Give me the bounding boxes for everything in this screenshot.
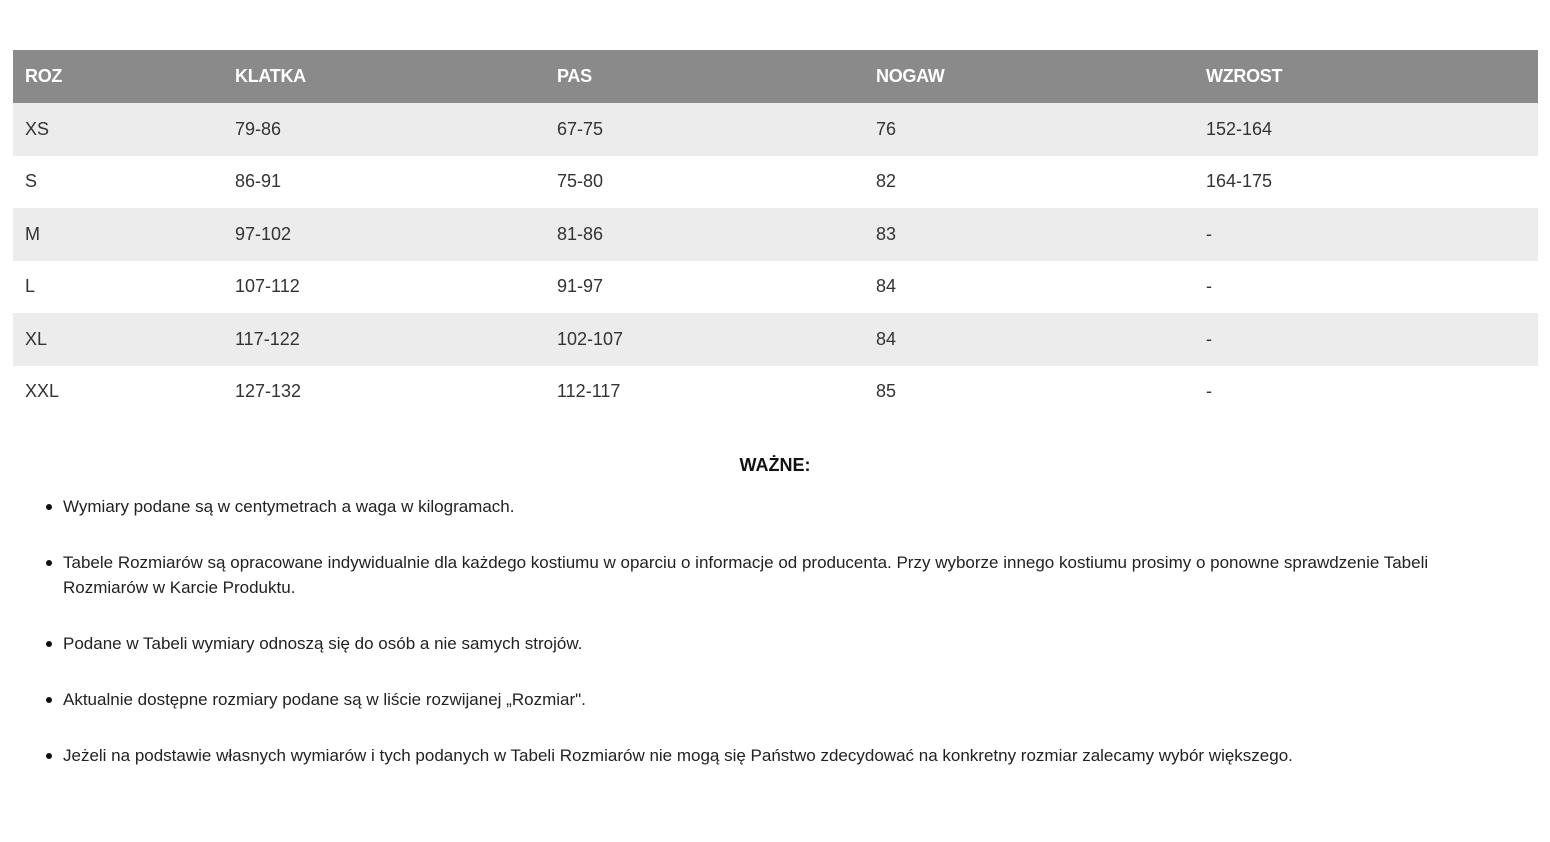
table-cell: L: [25, 276, 36, 297]
note-text: Tabele Rozmiarów są opracowane indywidualnie dla każdego kostiumu w oparciu o informacje od producenta. Przy wyborze innego kostiumu prosimy o ponowne sprawdzenie Tabeli Rozmiarów w Karcie Produktu.: [63, 553, 1429, 597]
table-cell: 81-86: [557, 223, 604, 244]
table-cell: S: [25, 171, 38, 192]
table-row: [13, 208, 1538, 261]
table-row: [13, 103, 1538, 156]
note-text: Aktualnie dostępne rozmiary podane są w liście rozwijanej „Rozmiar".: [63, 690, 586, 709]
table-header: [13, 50, 1538, 103]
bullet-icon: [46, 697, 52, 703]
header-row: [13, 50, 1538, 103]
table-cell: 107-112: [235, 276, 300, 297]
table-row: [13, 313, 1538, 366]
note-text: Jeżeli na podstawie własnych wymiarów i tych podanych w Tabeli Rozmiarów nie mogą się Państwo zdecydować na konkretny rozmiar zalecamy wybór większego.: [63, 746, 1293, 765]
table-row: [13, 156, 1538, 209]
table-cell: 75-80: [557, 171, 604, 192]
table-cell: 152-164: [1206, 118, 1273, 139]
bullet-icon: [46, 641, 52, 647]
table-cell: 86-91: [235, 171, 282, 192]
bullet-icon: [46, 753, 52, 759]
important-heading: WAŻNE:: [739, 455, 811, 475]
table-cell: -: [1206, 328, 1212, 349]
list-item: [46, 687, 1506, 712]
table-cell: -: [1206, 276, 1212, 297]
table-cell: 112-117: [557, 381, 621, 402]
note-text: Podane w Tabeli wymiary odnoszą się do osób a nie samych strojów.: [63, 634, 583, 653]
table-cell: 127-132: [235, 381, 302, 402]
table-cell: -: [1206, 223, 1212, 244]
table-cell: 117-122: [235, 328, 300, 349]
header-cell-pas: PAS: [557, 66, 592, 86]
table-cell: 85: [876, 381, 897, 402]
table-cell: 84: [876, 276, 897, 297]
table-cell: 76: [876, 118, 897, 139]
header-cell-roz: ROZ: [25, 66, 63, 86]
important-notes-list: [46, 494, 1506, 799]
bullet-icon: [46, 560, 52, 566]
table-cell: 84: [876, 328, 897, 349]
table-cell: 97-102: [235, 223, 292, 244]
list-item: [46, 550, 1506, 600]
table-cell: 91-97: [557, 276, 604, 297]
bullet-icon: [46, 504, 52, 510]
list-item: [46, 631, 1506, 656]
table-body: [13, 103, 1538, 418]
table-row: [13, 366, 1538, 419]
table-cell: XL: [25, 328, 48, 349]
table-cell: 67-75: [557, 118, 604, 139]
table-cell: 164-175: [1206, 171, 1273, 192]
table-cell: 79-86: [235, 118, 282, 139]
header-cell-nogaw: NOGAW: [876, 66, 945, 86]
header-cell-klatka: KLATKA: [235, 66, 306, 86]
list-item: [46, 494, 1506, 519]
table-cell: 102-107: [557, 328, 624, 349]
size-table: [13, 50, 1538, 418]
table-cell: 83: [876, 223, 897, 244]
note-text: Wymiary podane są w centymetrach a waga w kilogramach.: [63, 497, 515, 516]
table-cell: XS: [25, 118, 50, 139]
table-cell: 82: [876, 171, 897, 192]
table-row: [13, 261, 1538, 314]
header-cell-wzrost: WZROST: [1206, 66, 1283, 86]
table-cell: M: [25, 223, 40, 244]
table-cell: XXL: [25, 381, 60, 402]
table-cell: -: [1206, 381, 1212, 402]
list-item: [46, 743, 1506, 768]
